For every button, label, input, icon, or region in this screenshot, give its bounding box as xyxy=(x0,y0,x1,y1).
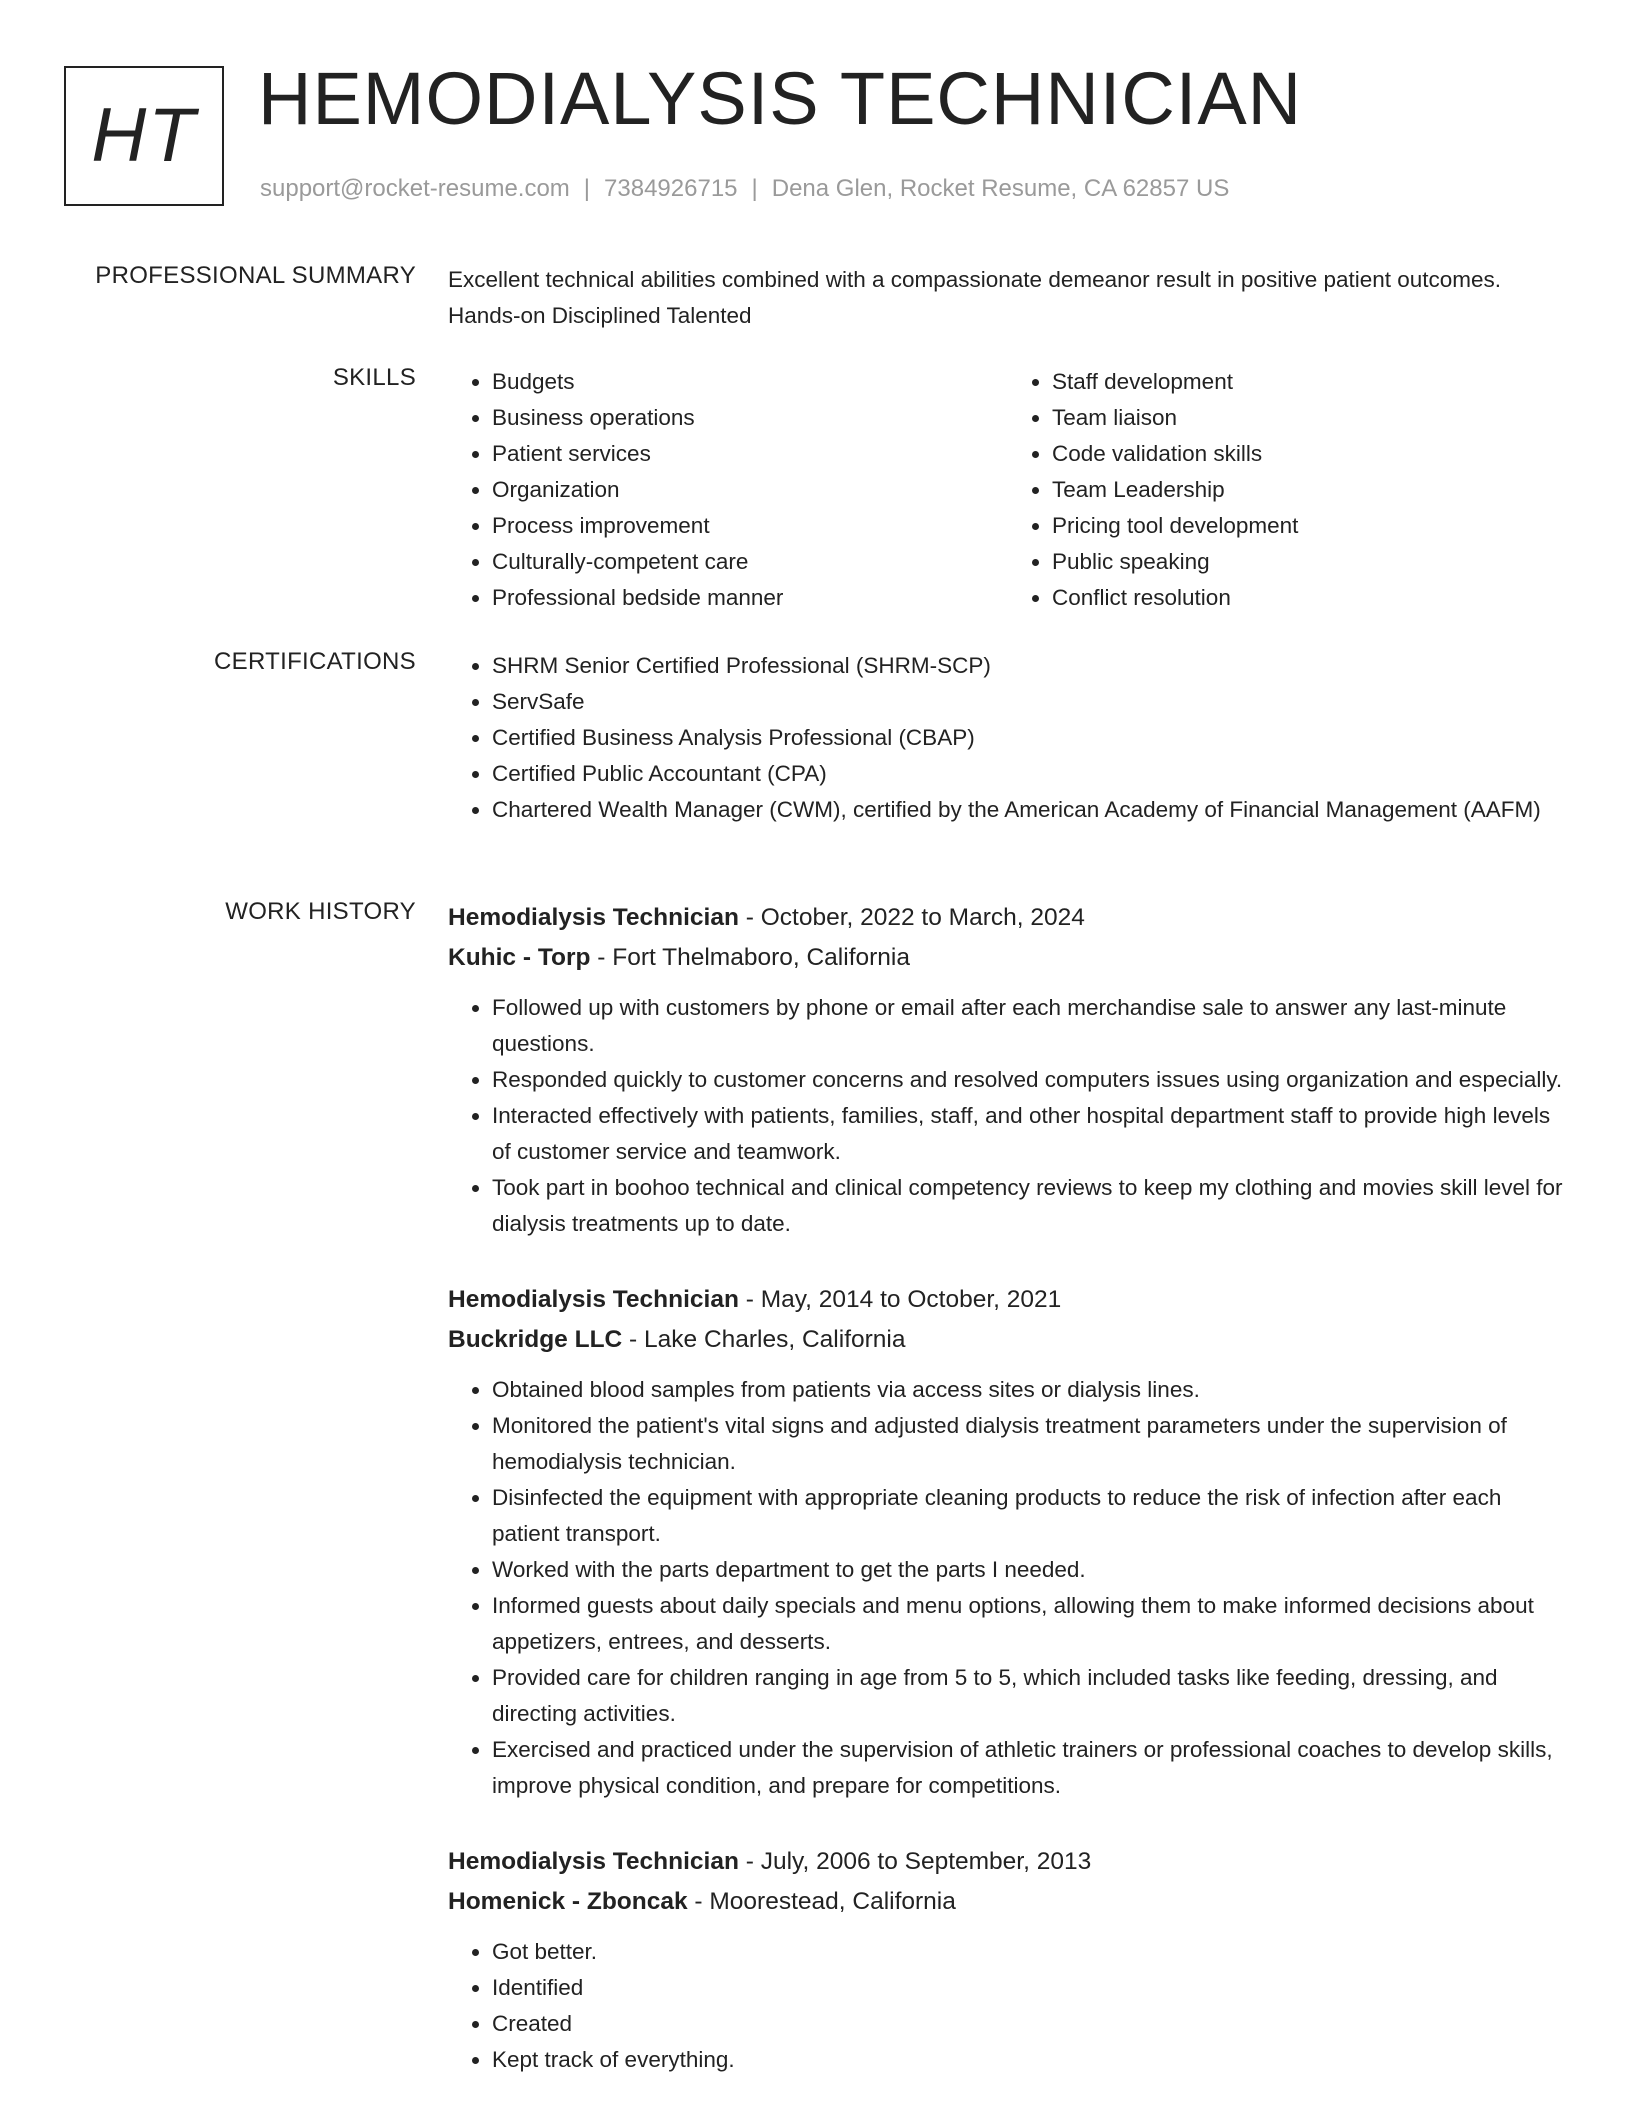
job-role: Hemodialysis Technician xyxy=(448,1848,739,1875)
summary-body xyxy=(448,262,1568,334)
job-bullet: • Obtained blood samples from patients via access sites or dialysis lines. xyxy=(492,1372,1568,1408)
skill-item: • Team liaison xyxy=(1052,400,1568,436)
job-location: - Fort Thelmaboro, California xyxy=(590,944,910,971)
section-title-skills: SKILLS xyxy=(332,364,416,391)
skill-item: • Conflict resolution xyxy=(1052,580,1568,616)
job-dates: - May, 2014 to October, 2021 xyxy=(738,1286,1062,1313)
skills-list-left xyxy=(448,364,1008,616)
certification-item: • ServSafe xyxy=(492,684,1568,720)
job-bullet: • Provided care for children ranging in age from 5 to 5, which included tasks like feeding, dressing, and directing activities. xyxy=(492,1660,1568,1732)
job-bullet: • Worked with the parts department to get the parts I needed. xyxy=(492,1552,1568,1588)
job-bullets xyxy=(448,1372,1568,1804)
job-bullet: • Responded quickly to customer concerns and resolved computers issues using organization and especially. xyxy=(492,1062,1568,1098)
work-history-body xyxy=(448,898,1568,2116)
job-title-line xyxy=(448,1280,1568,1320)
job-company-line xyxy=(448,938,1568,978)
job-company-line xyxy=(448,1882,1568,1922)
job-location: - Moorestead, California xyxy=(687,1888,956,1915)
skill-item: • Professional bedside manner xyxy=(492,580,1008,616)
page-title: HEMODIALYSIS TECHNICIAN xyxy=(258,57,1303,140)
contact-address: Dena Glen, Rocket Resume, CA 62857 US xyxy=(771,175,1230,202)
job-bullet: • Followed up with customers by phone or email after each merchandise sale to answer any last-minute questions. xyxy=(492,990,1568,1062)
certifications-list xyxy=(448,648,1568,828)
certifications-body xyxy=(448,648,1568,828)
job-company: Homenick - Zboncak xyxy=(448,1888,688,1915)
skill-item: • Public speaking xyxy=(1052,544,1568,580)
certification-item: • Certified Business Analysis Professional (CBAP) xyxy=(492,720,1568,756)
job-bullet: • Exercised and practiced under the supervision of athletic trainers or professional coaches to develop skills, improve physical condition, and prepare for competitions. xyxy=(492,1732,1568,1804)
job-title-line xyxy=(448,1842,1568,1882)
job-company: Buckridge LLC xyxy=(448,1326,623,1353)
job-role: Hemodialysis Technician xyxy=(448,1286,739,1313)
skill-item: • Staff development xyxy=(1052,364,1568,400)
job-company: Kuhic - Torp xyxy=(448,944,591,971)
job-bullet: • Kept track of everything. xyxy=(492,2042,1568,2078)
certification-item: • Chartered Wealth Manager (CWM), certified by the American Academy of Financial Management (AAFM) xyxy=(492,792,1568,828)
job-bullets xyxy=(448,990,1568,1242)
skill-item: • Organization xyxy=(492,472,1008,508)
job-bullet: • Monitored the patient's vital signs and adjusted dialysis treatment parameters under the supervision of hemodialysis technician. xyxy=(492,1408,1568,1480)
job-role: Hemodialysis Technician xyxy=(448,904,739,931)
job-entry xyxy=(448,1842,1568,2078)
monogram-initials: HT xyxy=(91,93,197,178)
job-entry xyxy=(448,898,1568,1242)
certification-item: • SHRM Senior Certified Professional (SHRM-SCP) xyxy=(492,648,1568,684)
skill-item: • Patient services xyxy=(492,436,1008,472)
job-bullet: • Interacted effectively with patients, families, staff, and other hospital department staff to provide high levels of customer service and teamwork. xyxy=(492,1098,1568,1170)
job-bullets xyxy=(448,1934,1568,2078)
contact-line xyxy=(260,175,1229,203)
skills-list-right xyxy=(1008,364,1568,616)
skill-item: • Code validation skills xyxy=(1052,436,1568,472)
skill-item: • Culturally-competent care xyxy=(492,544,1008,580)
section-title-summary: PROFESSIONAL SUMMARY xyxy=(95,262,416,289)
job-title-line xyxy=(448,898,1568,938)
job-dates: - July, 2006 to September, 2013 xyxy=(738,1848,1092,1875)
contact-separator: | xyxy=(583,175,591,202)
job-bullet: • Informed guests about daily specials and menu options, allowing them to make informed decisions about appetizers, entrees, and desserts. xyxy=(492,1588,1568,1660)
certification-item: • Certified Public Accountant (CPA) xyxy=(492,756,1568,792)
skill-item: • Budgets xyxy=(492,364,1008,400)
job-bullet: • Got better. xyxy=(492,1934,1568,1970)
skill-item: • Process improvement xyxy=(492,508,1008,544)
job-dates: - October, 2022 to March, 2024 xyxy=(738,904,1085,931)
skills-body xyxy=(448,364,1568,616)
summary-text: Excellent technical abilities combined with a compassionate demeanor result in positive patient outcomes. Hands-on Disciplined Talented xyxy=(448,267,1502,328)
job-bullet: • Identified xyxy=(492,1970,1568,2006)
skill-item: • Business operations xyxy=(492,400,1008,436)
skill-item: • Team Leadership xyxy=(1052,472,1568,508)
job-location: - Lake Charles, California xyxy=(622,1326,906,1353)
contact-separator: | xyxy=(751,175,758,202)
section-title-work-history: WORK HISTORY xyxy=(225,898,416,925)
job-entry xyxy=(448,1280,1568,1804)
job-company-line xyxy=(448,1320,1568,1360)
job-bullet: • Created xyxy=(492,2006,1568,2042)
section-title-certifications: CERTIFICATIONS xyxy=(214,648,416,675)
job-bullet: • Disinfected the equipment with appropriate cleaning products to reduce the risk of infection after each patient transport. xyxy=(492,1480,1568,1552)
contact-phone: 7384926715 xyxy=(604,175,738,202)
contact-email: support@rocket-resume.com xyxy=(260,175,570,202)
monogram-box xyxy=(64,66,224,206)
job-bullet: • Took part in boohoo technical and clinical competency reviews to keep my clothing and movies skill level for dialysis treatments up to date. xyxy=(492,1170,1568,1242)
skill-item: • Pricing tool development xyxy=(1052,508,1568,544)
